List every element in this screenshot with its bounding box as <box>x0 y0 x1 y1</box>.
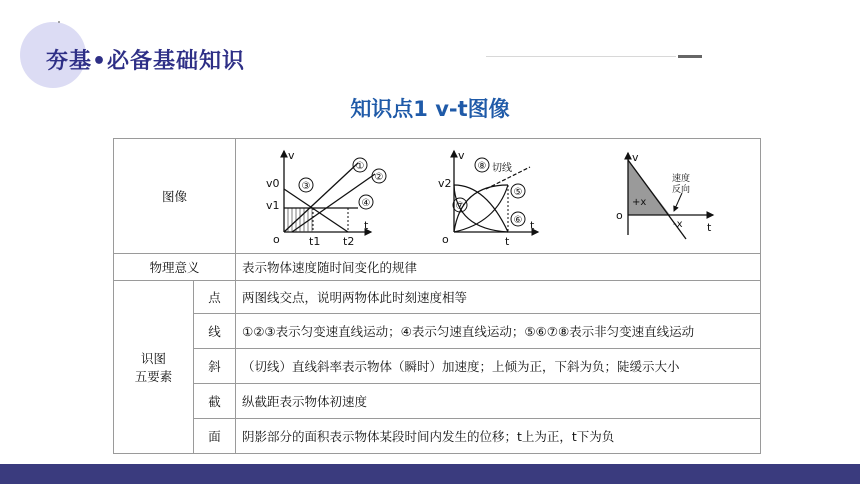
graph1-label-circles <box>299 158 386 209</box>
graph3-v-axis-label: v <box>632 151 639 164</box>
element-name: 线 <box>193 314 235 349</box>
element-text: 阴影部分的面积表示物体某段时间内发生的位移；t上为正，t下为负 <box>236 419 761 454</box>
graphs-cell <box>236 139 761 254</box>
graph2-label-8: ⑧ <box>477 161 487 172</box>
five-elements-label-line2: 五要素 <box>134 369 173 384</box>
graph2-origin: o <box>442 233 449 246</box>
graph1-origin: o <box>273 233 280 246</box>
vt-graph-table <box>113 138 761 454</box>
element-text: 纵截距表示物体初速度 <box>236 384 761 419</box>
header-decoration-dot <box>58 21 60 23</box>
graph3-note-line2: 反向 <box>672 185 691 195</box>
element-name: 截 <box>193 384 235 419</box>
graph1-t-axis-label: t <box>364 219 369 232</box>
header-divider-dash <box>678 55 702 58</box>
graph3-t-axis-label: t <box>707 221 712 234</box>
row-image <box>114 139 761 254</box>
row-meaning <box>114 254 761 281</box>
element-name: 斜 <box>193 349 235 384</box>
graph2-label-6: ⑥ <box>513 215 523 226</box>
footer-bar <box>0 464 860 484</box>
graph3-note-line1: 速度 <box>672 174 691 184</box>
row-element-line <box>114 314 761 349</box>
element-name: 面 <box>193 419 235 454</box>
graph1-t2-label: t2 <box>343 235 355 248</box>
element-text: 两图线交点，说明两物体此时刻速度相等 <box>236 281 761 314</box>
slide-title: 知识点1 v-t图像 <box>350 97 510 121</box>
row-element-area <box>114 419 761 454</box>
header-divider-line <box>486 56 676 57</box>
row-meaning-label: 物理意义 <box>114 254 236 281</box>
header-title: 夯基•必备基础知识 <box>46 49 246 74</box>
graph2-v2-label: v2 <box>438 177 452 190</box>
graphs-container <box>236 139 760 253</box>
row-element-point <box>114 281 761 314</box>
graph1-label-1: ① <box>355 161 365 172</box>
row-element-intercept <box>114 384 761 419</box>
five-elements-label <box>114 281 194 454</box>
graph3-origin: o <box>616 209 623 222</box>
graph3-plus-x-label: +x <box>632 197 647 208</box>
element-text: ①②③表示匀变速直线运动；④表示匀速直线运动；⑤⑥⑦⑧表示非匀变速直线运动 <box>236 314 761 349</box>
graph3-minus-x-label: -x <box>673 219 683 230</box>
graph1-v-axis-label: v <box>288 149 295 162</box>
graph2-tangent-label: 切线 <box>492 163 512 174</box>
graph1-v1-label: v1 <box>266 199 280 212</box>
five-elements-label-line1: 识图 <box>140 351 166 366</box>
graph3-note-arrow <box>674 193 682 211</box>
graph1-line-1 <box>284 163 358 232</box>
vt-graph-2 <box>426 139 566 253</box>
graph1-v0-label: v0 <box>266 177 280 190</box>
graph1-label-4: ④ <box>361 198 371 209</box>
vt-graph-1 <box>236 139 416 253</box>
row-element-slope <box>114 349 761 384</box>
graph2-label-7: ⑦ <box>455 201 465 212</box>
vt-graph-3 <box>590 139 740 253</box>
graph2-v-axis-label: v <box>458 149 465 162</box>
graph1-label-3: ③ <box>301 181 311 192</box>
row-meaning-text: 表示物体速度随时间变化的规律 <box>236 254 761 281</box>
graph1-line-3 <box>284 189 348 232</box>
graph2-t-axis-label: t <box>530 219 535 232</box>
graph1-label-2: ② <box>374 172 384 183</box>
graph2-label-5: ⑤ <box>513 187 523 198</box>
element-text: （切线）直线斜率表示物体（瞬时）加速度；上倾为正，下斜为负；陡缓示大小 <box>236 349 761 384</box>
row-image-label: 图像 <box>114 139 236 254</box>
graph2-t-tick-label: t <box>505 235 510 248</box>
element-name: 点 <box>193 281 235 314</box>
graph1-t1-label: t1 <box>309 235 321 248</box>
